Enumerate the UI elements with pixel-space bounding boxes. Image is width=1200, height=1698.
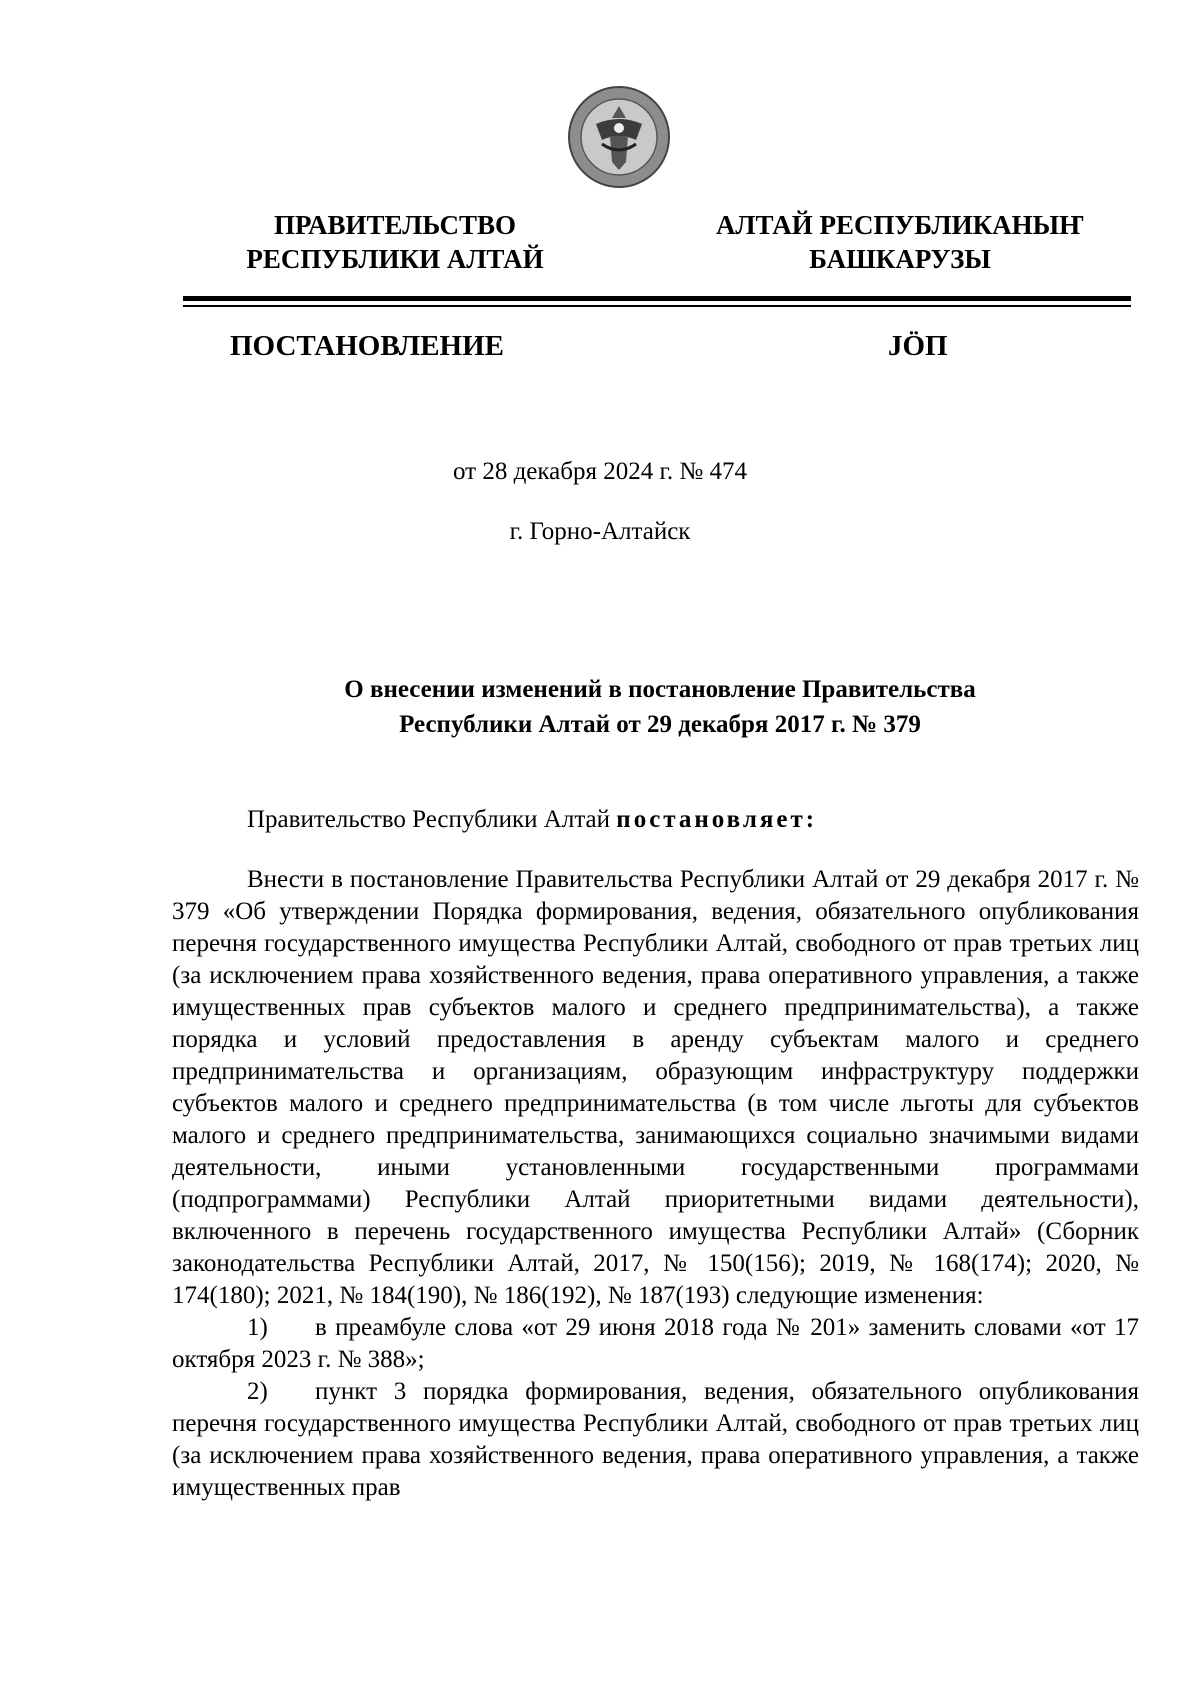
list-item-1-number: 1) (247, 1314, 268, 1341)
list-item-1 (172, 1312, 1139, 1376)
document-body (172, 804, 1139, 1504)
government-name-ru-line2: РЕСПУБЛИКИ АЛТАЙ (246, 244, 544, 274)
document-title (190, 672, 1130, 742)
intro-decree-verb: постановляет: (616, 806, 818, 833)
header-divider-thin (183, 305, 1131, 307)
government-name-alt (700, 208, 1100, 276)
main-paragraph: Внести в постановление Правительства Республики Алтай от 29 декабря 2017 г. № 379 «Об утверждении Порядка формирования, ведения, обязательного опубликования перечня государственного имущества Республики Алтай, свободного от прав третьих лиц (за исключением права хозяйственного ведения, права оперативного управления, а также имущественных прав субъектов малого и среднего предпринимательства), а также порядка и условий предоставления в аренду субъектам малого и среднего предпринимательства и организациям, образующим инфраструктуру поддержки субъектов малого и среднего предпринимательства (в том числе льготы для субъектов малого и среднего предпринимательства, занимающихся социально значимыми видами деятельности, иными установленными государственными программами (подпрограммами) Республики Алтай приоритетными видами деятельности), включенного в перечень государственного имущества Республики Алтай» (Сборник законодательства Республики Алтай, 2017, № 150(156); 2019, № 168(174); 2020, № 174(180); 2021, № 184(190), № 186(192), № 187(193) следующие изменения: (172, 866, 1139, 1309)
list-item-2 (172, 1376, 1139, 1504)
government-name-ru (230, 208, 560, 276)
government-name-alt-line1: АЛТАЙ РЕСПУБЛИКАНЫҤ (715, 210, 1085, 240)
intro-paragraph (172, 804, 1139, 836)
document-city: г. Горно-Алтайск (509, 518, 691, 545)
coat-of-arms-icon (566, 84, 672, 190)
list-item-2-text: пункт 3 порядка формирования, ведения, обязательного опубликования перечня государственного имущества Республики Алтай, свободного от прав третьих лиц (за исключением права хозяйственного ведения, права оперативного управления, а также имущественных прав (172, 1378, 1139, 1501)
document-date-number: от 28 декабря 2024 г. № 474 (452, 458, 748, 485)
government-name-ru-line1: ПРАВИТЕЛЬСТВО (273, 210, 517, 240)
document-type-alt: JÖП (888, 330, 948, 362)
government-name-alt-line2: БАШКАРУЗЫ (809, 244, 991, 274)
document-type-ru: ПОСТАНОВЛЕНИЕ (230, 330, 505, 362)
list-item-2-number: 2) (247, 1378, 268, 1405)
intro-text: Правительство Республики Алтай (247, 806, 617, 833)
document-title-line2: Республики Алтай от 29 декабря 2017 г. № 379 (399, 711, 921, 738)
document-title-line1: О внесении изменений в постановление Правительства (344, 676, 976, 703)
header-divider-thick (183, 296, 1131, 301)
list-item-1-text: в преамбуле слова «от 29 июня 2018 года № 201» заменить словами «от 17 октября 2023 г. № 388»; (172, 1314, 1139, 1373)
